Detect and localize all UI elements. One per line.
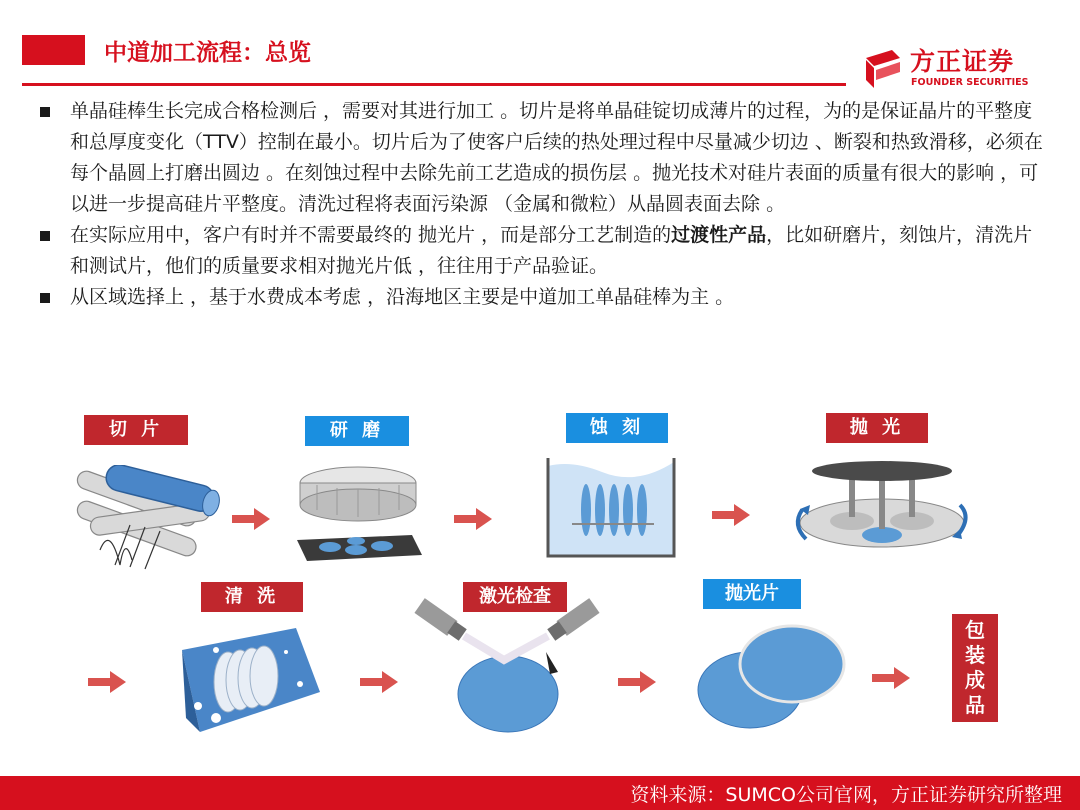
step-label-lapping: 研 磨: [305, 416, 409, 446]
slicing-illustration: [70, 465, 220, 575]
logo-name-en: FOUNDER SECURITIES: [911, 77, 1029, 88]
header-divider: [22, 83, 846, 86]
founder-securities-logo: [862, 42, 1042, 92]
arrow-right-icon: [360, 670, 398, 694]
step-label-packaged-product: 包 装 成 品: [952, 614, 998, 722]
laser-inspection-illustration: [412, 596, 602, 736]
step-label-polished-wafer: 抛光片: [703, 579, 801, 609]
bullet-item: 在实际应用中，客户有时并不需要最终的 抛光片 ，而是部分工艺制造的过渡性产品，比如研磨片，刻蚀片，清洗片和测试片，他们的质量要求相对抛光片低 ，往往用于产品验证。: [38, 220, 1048, 282]
bullet-item: 从区域选择上 ，基于水费成本考虑 ，沿海地区主要是中道加工单晶硅棒为主 。: [38, 282, 1048, 313]
footer-bar: [0, 776, 1080, 810]
arrow-right-icon: [232, 507, 270, 531]
logo-name-cn: 方正证券: [910, 47, 1015, 76]
step-label-laser-inspection: 激光检查: [463, 582, 567, 612]
arrow-right-icon: [88, 670, 126, 694]
step-label-polishing: 抛 光: [826, 413, 928, 443]
polished-wafer-illustration: [692, 612, 852, 732]
etching-illustration: [542, 452, 682, 562]
bullet-item: 单晶硅棒生长完成合格检测后 ，需要对其进行加工 。切片是将单晶硅锭切成薄片的过程，为的是保证晶片的平整度和总厚度变化（TTV）控制在最小。切片后为了使客户后续的热处理过程中尽量减少切边 、断裂和热致滑移，必须在每个晶圆上打磨出圆边 。在刻蚀过程中去除先前工艺造成的损伤层 。抛光技术对硅片表面的质量有很大的影响 ，可以进一步提高硅片平整度。清洗过程将表面污染源 （金属和微粒）从晶圆表面去除 。: [38, 96, 1048, 220]
arrow-right-icon: [454, 507, 492, 531]
bullet-list: [38, 96, 1048, 313]
arrow-right-icon: [618, 670, 656, 694]
bullet-square-icon: [40, 293, 50, 303]
cleaning-illustration: [176, 622, 324, 740]
step-label-etching: 蚀 刻: [566, 413, 668, 443]
polishing-illustration: [782, 455, 974, 560]
founder-logo-icon: [862, 48, 904, 90]
lapping-illustration: [292, 455, 427, 563]
bullet-square-icon: [40, 231, 50, 241]
header-accent-block: [22, 35, 85, 65]
arrow-right-icon: [872, 666, 910, 690]
bullet-square-icon: [40, 107, 50, 117]
page-title: 中道加工流程：总览: [104, 40, 311, 66]
step-label-cleaning: 清 洗: [201, 582, 303, 612]
step-label-slicing: 切 片: [84, 415, 188, 445]
arrow-right-icon: [712, 503, 750, 527]
bold-term: 过渡性产品: [671, 224, 767, 246]
source-note: 资料来源：SUMCO公司官网，方正证券研究所整理: [630, 784, 1062, 806]
